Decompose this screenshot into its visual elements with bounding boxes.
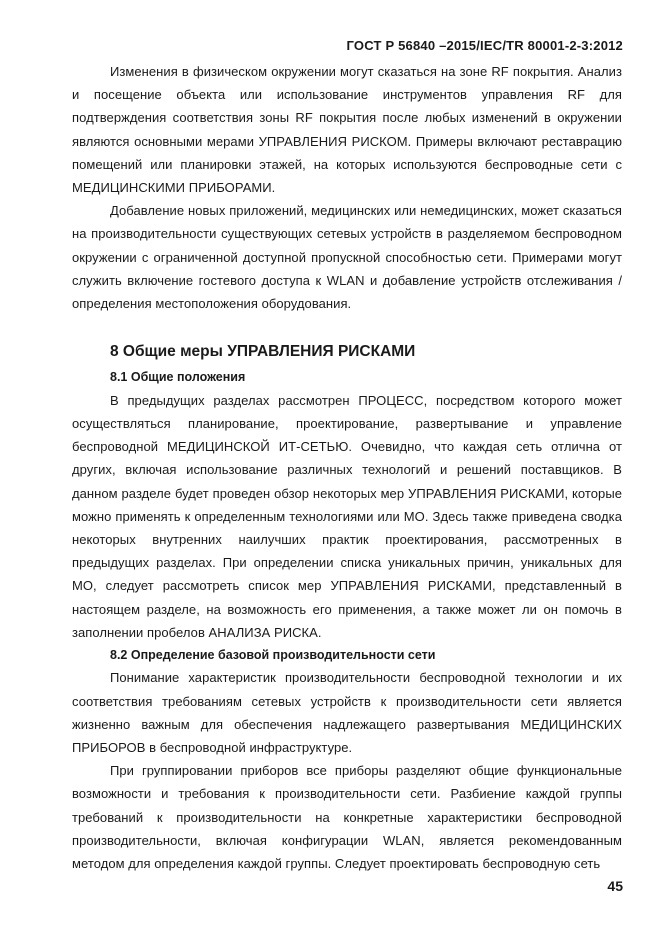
page-number: 45 [607, 878, 623, 894]
section-8-1-heading: 8.1 Общие положения [110, 370, 246, 385]
section-8-2-heading: 8.2 Определение базовой производительности сети [110, 647, 436, 662]
section-8-heading: 8 Общие меры УПРАВЛЕНИЯ РИСКАМИ [110, 343, 416, 361]
paragraph-rf-environment: Изменения в физическом окружении могут сказаться на зоне RF покрытия. Анализ и посещение объекта или использование инструментов управления RF для подтверждения соответствия зоны RF покрытия после любых изменений в окружении являются основными мерами УПРАВЛЕНИЯ РИСКОМ. Примеры включают реставрацию помещений или планировки этажей, на которых используются беспроводные сети с МЕДИЦИНСКИМИ ПРИБОРАМИ. [72, 64, 622, 196]
paragraph-new-applications: Добавление новых приложений, медицинских или немедицинских, может сказаться на производительности существующих сетевых устройств в разделяемом беспроводном окружении с ограниченной доступной пропускной способностью сети. Примерами могут служить включение гостевого доступа к WLAN и добавление устройств отслеживания / определения местоположения оборудования. [72, 203, 622, 312]
paragraph-8-2-understanding: Понимание характеристик производительности беспроводной технологии и их соответствия требованиям сетевых устройств к производительности сети является жизненно важным для обеспечения надлежащего развертывания МЕДИЦИНСКИХ ПРИБОРОВ в беспроводной инфраструктуре. [72, 670, 622, 756]
standard-header: ГОСТ Р 56840 –2015/IEC/TR 80001-2-3:2012 [346, 38, 623, 53]
paragraph-8-2-grouping: При группировании приборов все приборы разделяют общие функциональные возможности и требования к производительности сети. Разбиение каждой группы требований к производительности на конкретные характеристики беспроводной производительности, включая конфигурации WLAN, является рекомендованным методом для определения каждой группы. Следует проектировать беспроводную сеть [72, 763, 622, 872]
section-spacer [72, 315, 622, 340]
paragraph-8-1: В предыдущих разделах рассмотрен ПРОЦЕСС, посредством которого может осуществляться планирование, проектирование, развертывание и управление беспроводной МЕДИЦИНСКОЙ ИТ-СЕТЬЮ. Очевидно, что каждая сеть отлична от других, включая использование различных технологий и решений поставщиков. В данном разделе будет проведен обзор некоторых мер УПРАВЛЕНИЯ РИСКАМИ, которые можно применять к определенным технологиями или МО. Здесь также приведена сводка некоторых внутренних наилучших практик проектирования, рассмотренных в предыдущих разделах. При определении списка уникальных причин, уникальных для МО, следует рассмотреть список мер УПРАВЛЕНИЯ РИСКАМИ, представленный в настоящем разделе, на возможность его применения, а также может ли он помочь в заполнении пробелов АНАЛИЗА РИСКА. [72, 392, 622, 640]
page-content [72, 60, 622, 875]
